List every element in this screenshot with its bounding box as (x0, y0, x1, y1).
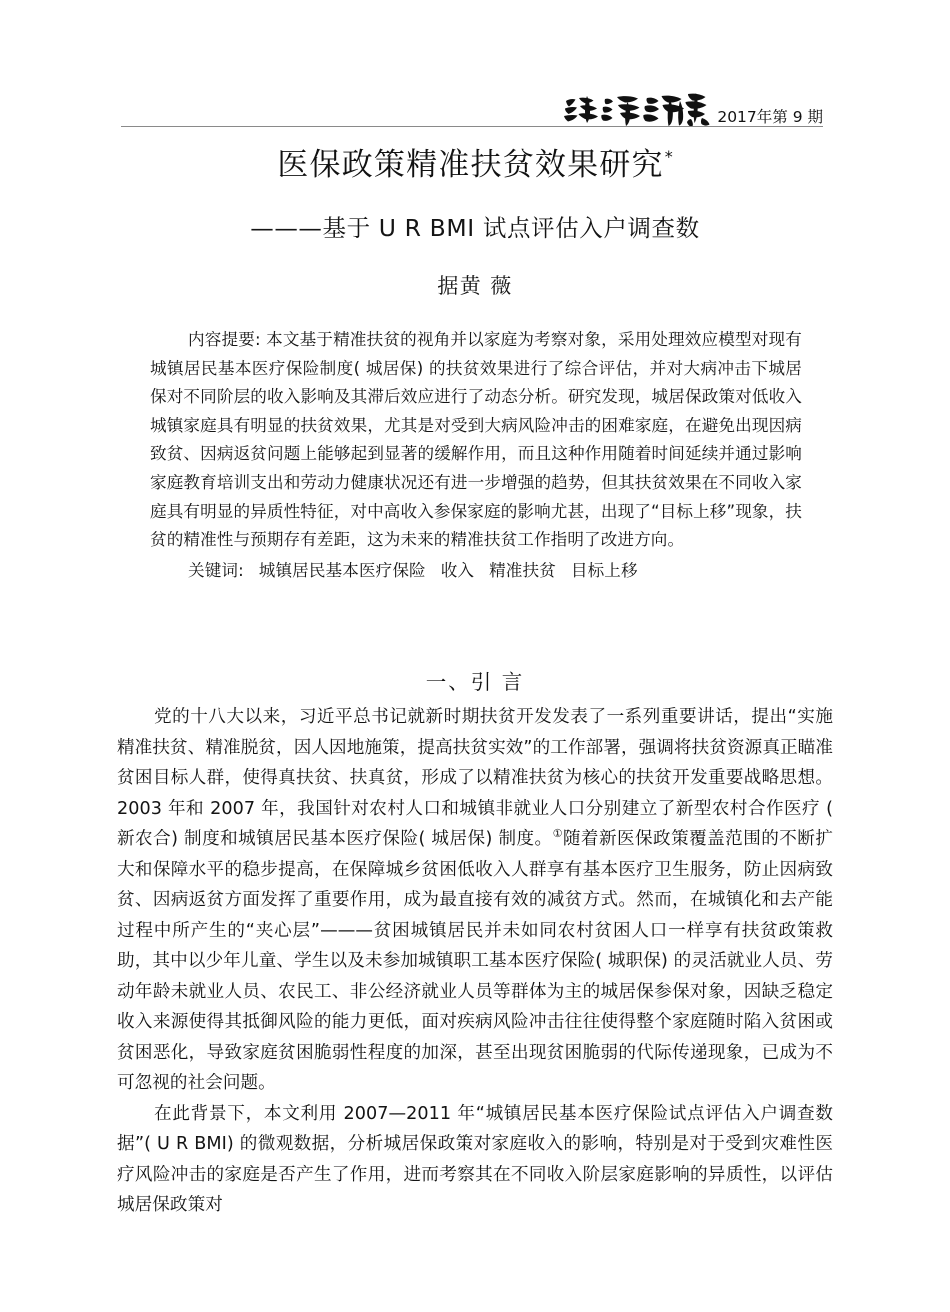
keywords-label: 关键词: (188, 560, 244, 580)
masthead-divider (121, 126, 823, 127)
keyword-item: 精准扶贫 (489, 560, 556, 580)
section-heading-introduction: 一、引 言 (425, 670, 525, 694)
journal-logo-icon (561, 90, 713, 128)
title-block (0, 146, 950, 301)
keywords-line (150, 555, 802, 586)
author-byline: 据黄 薇 (437, 274, 513, 299)
keyword-item: 目标上移 (570, 560, 638, 580)
body-paragraph (117, 702, 833, 1099)
keyword-item: 城镇居民基本医疗保险 (258, 560, 426, 580)
page-title-text: 医保政策精准扶贫效果研究 (277, 147, 664, 183)
keyword-item: 收入 (440, 560, 475, 580)
body-paragraph (117, 1099, 833, 1221)
abstract-text: 内容提要: 本文基于精准扶贫的视角并以家庭为考察对象，采用处理效应模型对现有城镇居民基本医疗保险制度( 城居保) 的扶贫效果进行了综合评估，并对大病冲击下城居保对不同阶层的收入影响及其滞后效应进行了动态分析。研究发现，城居保政策对低收入城镇家庭具有明显的扶贫效果，尤其是对受到大病风险冲击的困难家庭，在避免出现因病致贫、因病返贫问题上能够起到显著的缓解作用，而且这种作用随着时间延续并通过影响家庭教育培训支出和劳动力健康状况还有进一步增强的趋势，但其扶贫效果在不同收入家庭具有明显的异质性特征，对中高收入参保家庭的影响尤甚，出现了“目标上移”现象，扶贫的精准性与预期存有差距，这为未来的精准扶贫工作指明了改进方向。 (150, 330, 802, 550)
abstract-block (150, 326, 802, 585)
journal-issue-label: 2017年第 9 期 (717, 107, 823, 126)
footnote-reference-marker: ① (552, 827, 563, 840)
body-text-block (117, 702, 833, 1221)
paragraph-part: 随着新医保政策覆盖范围的不断扩大和保障水平的稳步提高，在保障城乡贫困低收入人群享有基本医疗卫生服务，防止因病致贫、因病返贫方面发挥了重要作用，成为最直接有效的减贫方式。然而，在城镇化和去产能过程中所产生的“夹心层”———贫困城镇居民并未如同农村贫困人口一样享有扶贫政策救助，其中以少年儿童、学生以及未参加城镇职工基本医疗保险( 城职保) 的灵活就业人员、劳动年龄未就业人员、农民工、非公经济就业人员等群体为主的城居保参保对象，因缺乏稳定收入来源使得其抵御风险的能力更低，面对疾病风险冲击往往使得整个家庭随时陷入贫困或贫困恶化，导致家庭贫困脆弱性程度的加深，甚至出现贫困脆弱的代际传递现象，已成为不可忽视的社会问题。 (117, 829, 833, 1093)
page-subtitle: ———基于 U R BMI 试点评估入户调查数 (250, 213, 700, 242)
title-footnote-marker: * (664, 147, 673, 166)
paragraph-part: 在此背景下，本文利用 2007—2011 年“城镇居民基本医疗保险试点评估入户调查数据”( U R BMI) 的微观数据，分析城居保政策对家庭收入的影响，特别是对于受到灾难性医疗风险冲击的家庭是否产生了作用，进而考察其在不同收入阶层家庭影响的异质性，以评估城居保政策对 (117, 1103, 833, 1215)
paragraph-part: 党的十八大以来，习近平总书记就新时期扶贫开发发表了一系列重要讲话，提出“实施精准扶贫、精准脱贫，因人因地施策，提高扶贫实效”的工作部署，强调将扶贫资源真正瞄准贫困目标人群，使得真扶贫、扶真贫，形成了以精准扶贫为核心的扶贫开发重要战略思想。2003 年和 2007 年，我国针对农村人口和城镇非就业人口分别建立了新型农村合作医疗 ( 新农合) 制度和城镇居民基本医疗保险( 城居保) 制度。 (117, 707, 833, 849)
journal-masthead (121, 86, 823, 128)
page-title (0, 146, 950, 185)
